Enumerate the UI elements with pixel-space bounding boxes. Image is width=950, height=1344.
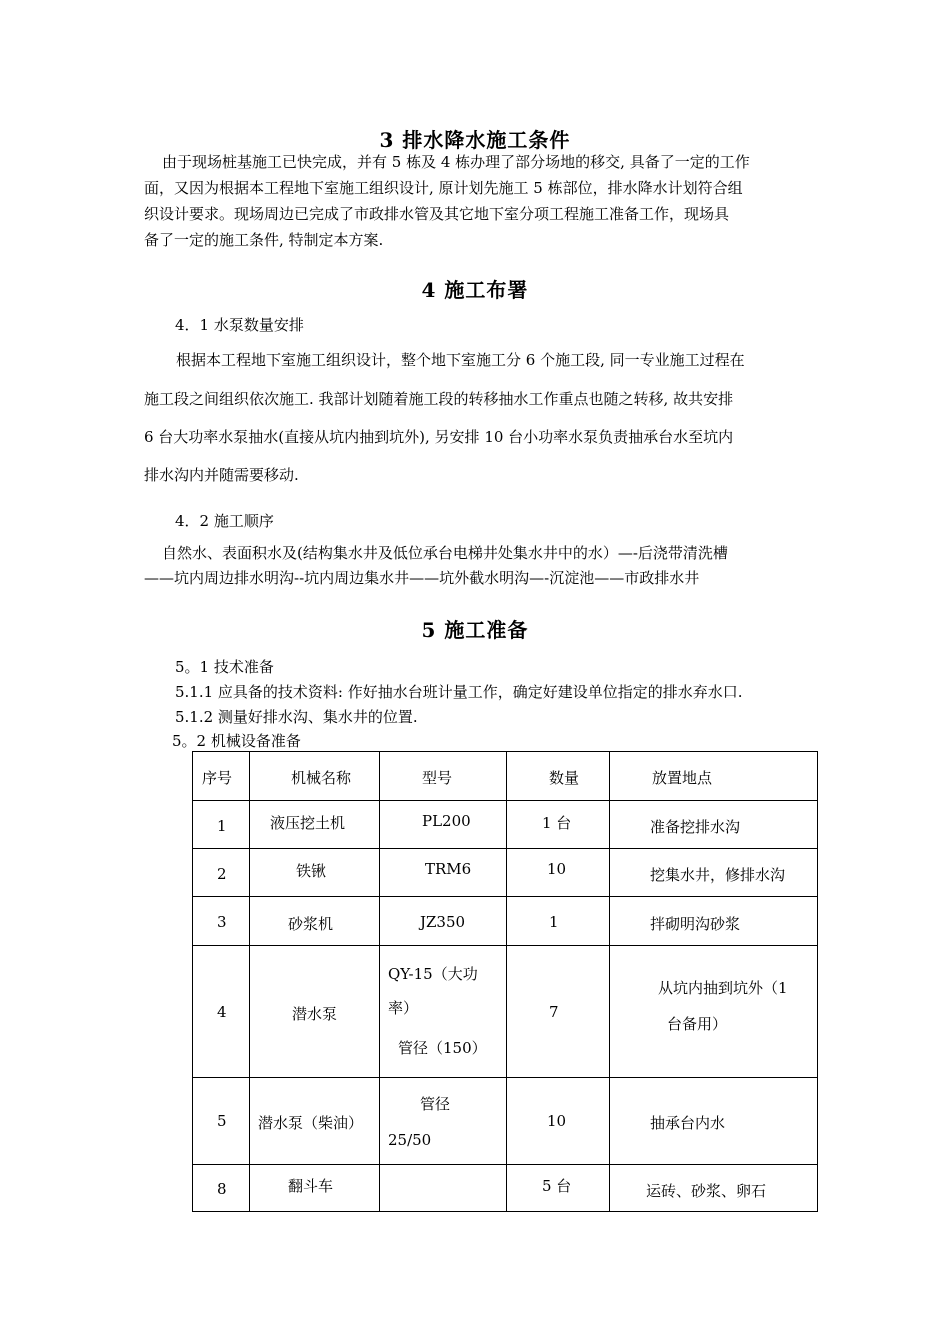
row-model-line-1: 管径 [420, 1095, 451, 1113]
row-no: 5 [217, 1112, 227, 1130]
row-name: 铁锹 [296, 862, 327, 880]
header-model: 型号 [422, 769, 453, 787]
row-no: 4 [217, 1003, 227, 1021]
row-name: 砂浆机 [288, 915, 334, 933]
row-qty: 10 [547, 860, 567, 878]
s5-item-2: 5.1.2 测量好排水沟、集水井的位置. [175, 708, 418, 726]
s3-line-4: 备了一定的施工条件, 特制定本方案. [144, 231, 384, 249]
row-model-line-3: 管径（150） [398, 1039, 487, 1057]
row-qty: 7 [549, 1003, 559, 1021]
s4-para2-line-1: 自然水、表面积水及(结构集水井及低位承台电梯井处集水井中的水）—-后浇带清洗槽 [162, 544, 728, 562]
row-no: 8 [217, 1180, 227, 1198]
row-place-line-1: 从坑内抽到坑外（1 [658, 979, 788, 997]
table-row [193, 1165, 818, 1212]
row-model-line-2: 率） [388, 999, 419, 1017]
section-5-title: 5 施工准备 [421, 618, 529, 642]
row-place: 准备挖排水沟 [650, 818, 741, 836]
table-header-row [193, 752, 818, 801]
header-place: 放置地点 [652, 769, 713, 787]
s5-item-1: 5.1.1 应具备的技术资料: 作好抽水台班计量工作，确定好建设单位指定的排水弃水口. [175, 683, 743, 701]
row-name: 液压挖土机 [270, 814, 346, 832]
table-row [193, 897, 818, 946]
table-row [193, 849, 818, 897]
row-place: 抽承台内水 [650, 1114, 726, 1132]
s4-para1-line-3: 6 台大功率水泵抽水(直接从坑内抽到坑外), 另安排 10 台小功率水泵负责抽承台水至坑内 [144, 428, 734, 446]
row-qty: 10 [547, 1112, 567, 1130]
row-model-line-2: 25/50 [388, 1131, 432, 1149]
row-name: 翻斗车 [288, 1177, 334, 1195]
s4-para2-line-2: ——坑内周边排水明沟--坑内周边集水井——坑外截水明沟—-沉淀池——市政排水井 [144, 569, 700, 587]
s3-line-3: 织设计要求。现场周边已完成了市政排水管及其它地下室分项工程施工准备工作，现场具 [144, 205, 730, 223]
header-qty: 数量 [549, 769, 580, 787]
section-3-title: 3 排水降水施工条件 [379, 128, 571, 152]
row-qty: 5 台 [542, 1177, 572, 1195]
s4-sub-1: 4．1 水泵数量安排 [175, 316, 304, 334]
section-4-title: 4 施工布署 [421, 278, 529, 302]
s5-sub-2: 5。2 机械设备准备 [172, 732, 301, 750]
s4-para1-line-4: 排水沟内并随需要移动. [144, 466, 299, 484]
s4-sub-2: 4．2 施工顺序 [175, 512, 274, 530]
row-model-line-1: QY-15（大功 [388, 965, 478, 983]
row-place: 挖集水井，修排水沟 [650, 866, 786, 884]
row-qty: 1 台 [542, 814, 572, 832]
s4-para1-line-1: 根据本工程地下室施工组织设计，整个地下室施工分 6 个施工段, 同一专业施工过程在 [176, 351, 745, 369]
header-name: 机械名称 [291, 769, 352, 787]
header-no: 序号 [202, 769, 233, 787]
table-row [193, 1078, 818, 1165]
table-row [193, 946, 818, 1078]
row-qty: 1 [549, 913, 559, 931]
row-place: 运砖、砂浆、卵石 [646, 1182, 767, 1200]
row-no: 1 [217, 817, 227, 835]
s3-line-1: 由于现场桩基施工已快完成，并有 5 栋及 4 栋办理了部分场地的移交, 具备了一定的工作 [162, 153, 750, 171]
s4-para1-line-2: 施工段之间组织依次施工. 我部计划随着施工段的转移抽水工作重点也随之转移, 故共安排 [144, 390, 734, 408]
row-name: 潜水泵（柴油） [258, 1114, 364, 1132]
row-model: JZ350 [420, 913, 466, 931]
equipment-table [192, 751, 818, 1212]
s5-sub-1: 5。1 技术准备 [175, 658, 274, 676]
row-place: 拌砌明沟砂浆 [650, 915, 741, 933]
row-no: 3 [217, 913, 227, 931]
table-row [193, 801, 818, 849]
row-no: 2 [217, 865, 227, 883]
s3-line-2: 面，又因为根据本工程地下室施工组织设计, 原计划先施工 5 栋部位，排水降水计划符合组 [144, 179, 743, 197]
row-model: PL200 [422, 812, 471, 830]
row-name: 潜水泵 [292, 1005, 338, 1023]
row-place-line-2: 台备用） [667, 1015, 728, 1033]
row-model: TRM6 [425, 860, 472, 878]
